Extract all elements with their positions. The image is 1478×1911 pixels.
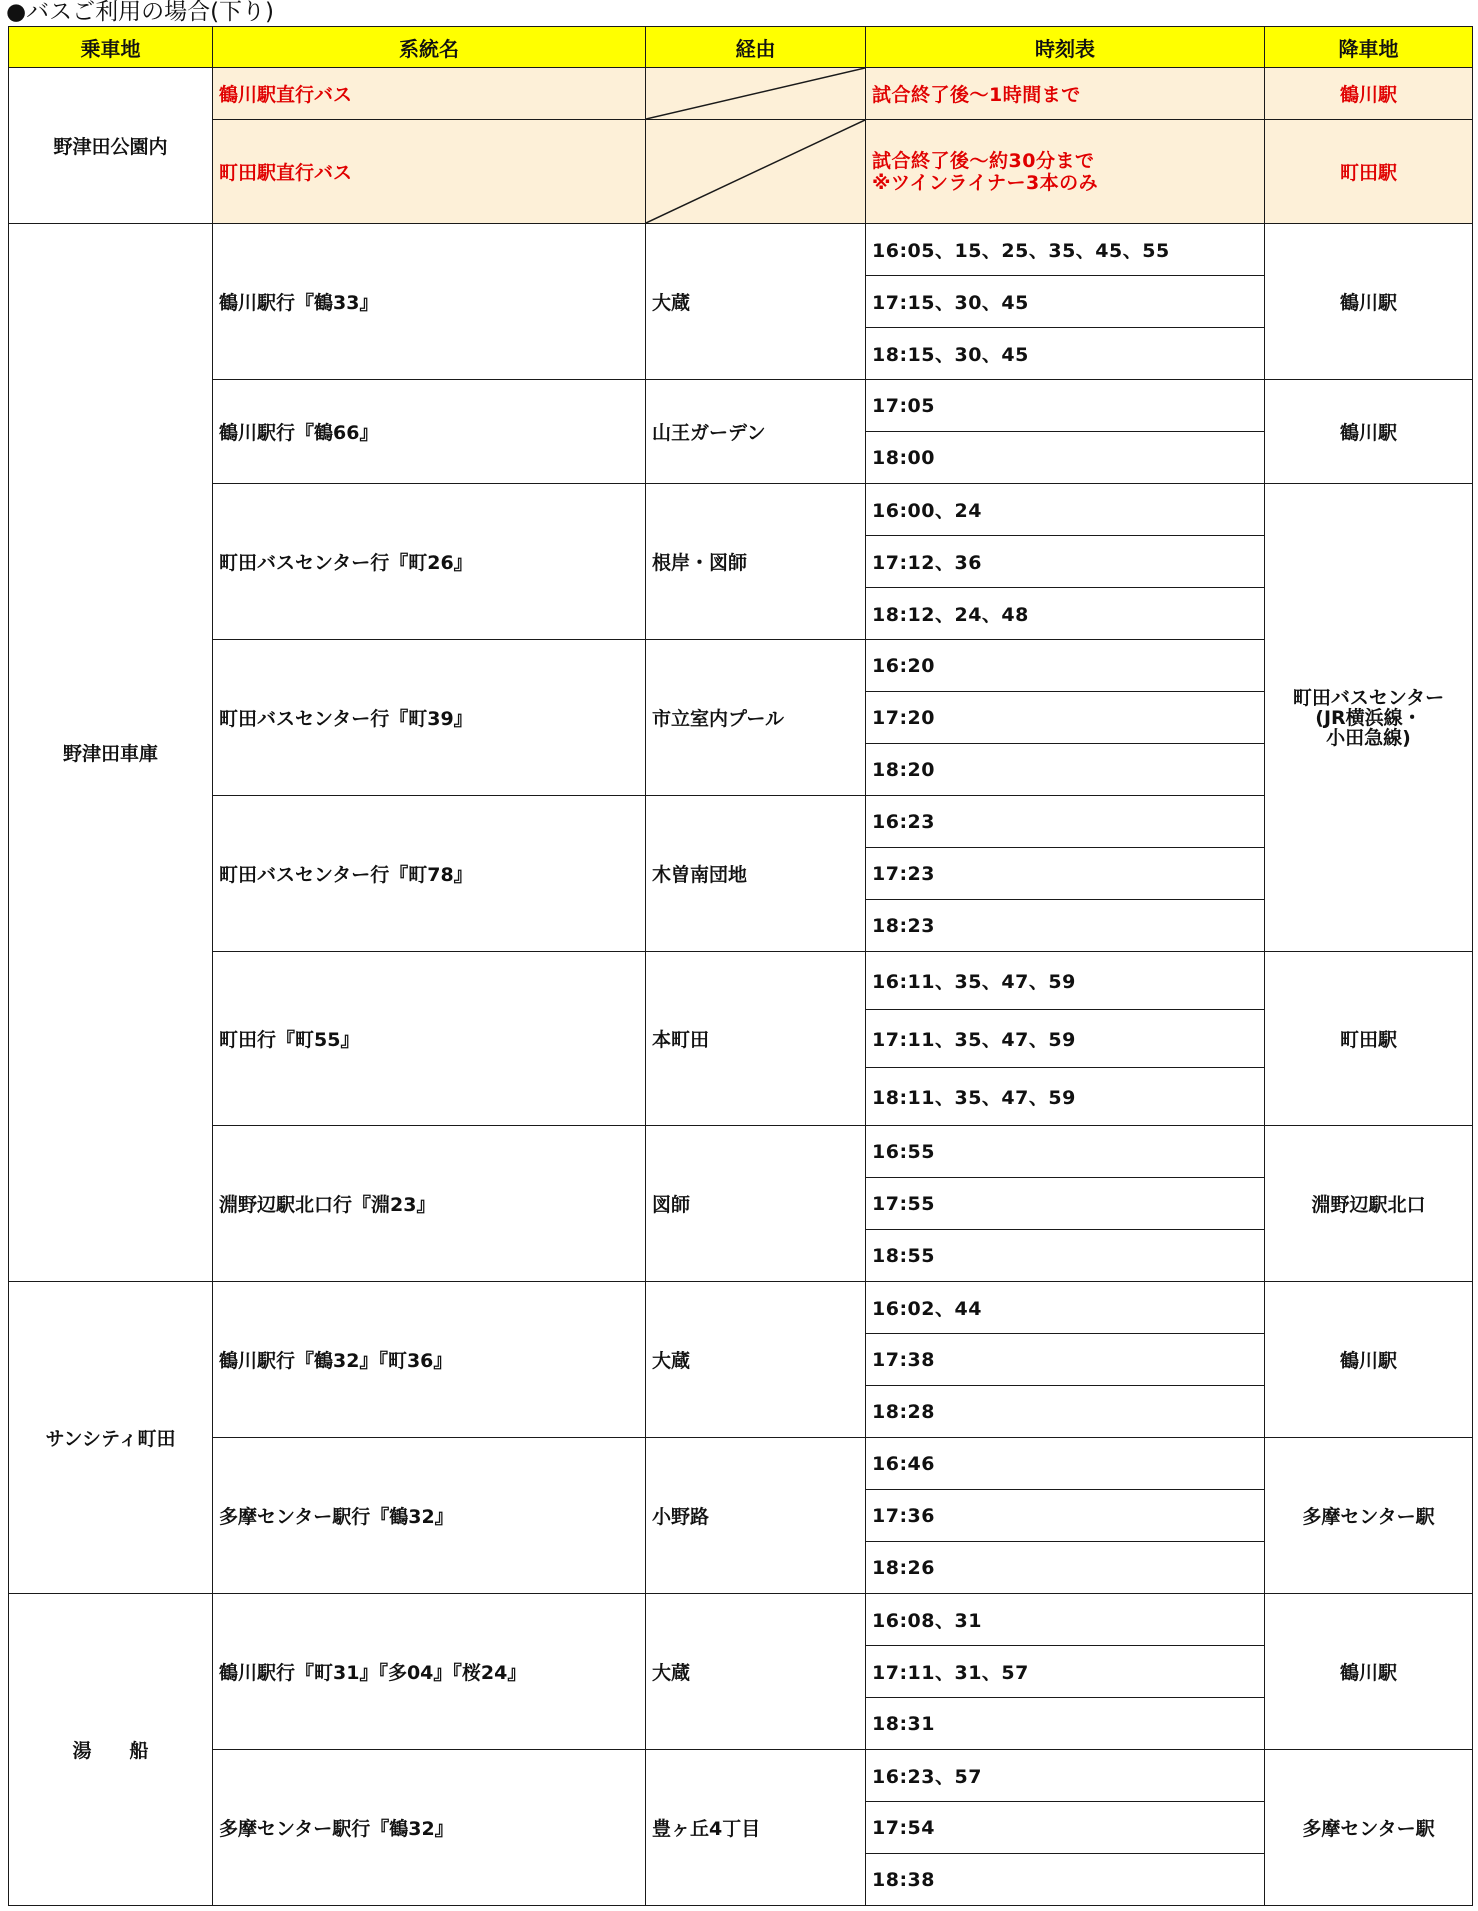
route-cell: 多摩センター駅行『鶴32』 xyxy=(213,1438,646,1594)
header-stop: 乗車地 xyxy=(9,27,213,68)
time-cell: 17:36 xyxy=(866,1490,1265,1542)
via-cell: 小野路 xyxy=(646,1438,866,1594)
time-cell: 16:05、15、25、35、45、55 xyxy=(866,224,1265,276)
table-row xyxy=(9,952,1473,1010)
dest-cell-merged xyxy=(1265,484,1473,952)
route-cell: 町田バスセンター行『町26』 xyxy=(213,484,646,640)
time-cell: 16:02、44 xyxy=(866,1282,1265,1334)
dest-line: 町田バスセンター xyxy=(1292,686,1445,709)
route-cell: 町田駅直行バス xyxy=(213,120,646,224)
route-cell: 淵野辺駅北口行『淵23』 xyxy=(213,1126,646,1282)
time-cell: 16:23 xyxy=(866,796,1265,848)
dest-line: 小田急線) xyxy=(1326,726,1411,749)
time-cell: 17:54 xyxy=(866,1802,1265,1854)
table-row xyxy=(9,796,1473,848)
time-cell xyxy=(866,120,1265,224)
dest-cell: 町田駅 xyxy=(1265,120,1473,224)
time-cell: 17:55 xyxy=(866,1178,1265,1230)
dest-cell: 町田駅 xyxy=(1265,952,1473,1126)
header-row xyxy=(9,27,1473,68)
time-cell: 18:55 xyxy=(866,1230,1265,1282)
time-cell: 18:38 xyxy=(866,1854,1265,1906)
time-cell: 18:15、30、45 xyxy=(866,328,1265,380)
table-row xyxy=(9,1438,1473,1490)
time-cell: 16:11、35、47、59 xyxy=(866,952,1265,1010)
dest-cell: 鶴川駅 xyxy=(1265,224,1473,380)
time-cell: 18:20 xyxy=(866,744,1265,796)
stop-cell: 野津田車庫 xyxy=(9,224,213,1282)
table-row xyxy=(9,1750,1473,1802)
dest-line: (JR横浜線・ xyxy=(1315,706,1422,729)
page-title: ●バスご利用の場合(下り) xyxy=(6,0,275,25)
route-cell: 町田行『町55』 xyxy=(213,952,646,1126)
dest-cell: 多摩センター駅 xyxy=(1265,1438,1473,1594)
table-row xyxy=(9,640,1473,692)
route-cell: 鶴川駅行『町31』『多04』『桜24』 xyxy=(213,1594,646,1750)
time-cell: 18:28 xyxy=(866,1386,1265,1438)
route-cell: 鶴川駅行『鶴33』 xyxy=(213,224,646,380)
time-cell: 17:23 xyxy=(866,848,1265,900)
dest-cell: 淵野辺駅北口 xyxy=(1265,1126,1473,1282)
route-cell: 鶴川駅行『鶴32』『町36』 xyxy=(213,1282,646,1438)
via-diagonal xyxy=(646,68,866,120)
table-row xyxy=(9,1126,1473,1178)
header-dest: 降車地 xyxy=(1265,27,1473,68)
dest-cell: 鶴川駅 xyxy=(1265,1282,1473,1438)
time-cell: 16:00、24 xyxy=(866,484,1265,536)
via-cell: 根岸・図師 xyxy=(646,484,866,640)
via-diagonal xyxy=(646,120,866,224)
header-times: 時刻表 xyxy=(866,27,1265,68)
time-cell: 18:31 xyxy=(866,1698,1265,1750)
time-cell: 試合終了後～1時間まで xyxy=(866,68,1265,120)
time-cell: 16:08、31 xyxy=(866,1594,1265,1646)
via-cell: 木曽南団地 xyxy=(646,796,866,952)
time-cell: 17:11、31、57 xyxy=(866,1646,1265,1698)
time-line: 試合終了後～約30分まで xyxy=(872,149,1095,172)
time-cell: 17:38 xyxy=(866,1334,1265,1386)
time-cell: 18:12、24、48 xyxy=(866,588,1265,640)
stop-cell: 湯 船 xyxy=(9,1594,213,1906)
via-cell: 山王ガーデン xyxy=(646,380,866,484)
via-cell: 市立室内プール xyxy=(646,640,866,796)
time-cell: 17:05 xyxy=(866,380,1265,432)
time-cell: 17:20 xyxy=(866,692,1265,744)
route-cell: 鶴川駅行『鶴66』 xyxy=(213,380,646,484)
time-cell: 16:46 xyxy=(866,1438,1265,1490)
dest-cell: 鶴川駅 xyxy=(1265,68,1473,120)
time-cell: 16:55 xyxy=(866,1126,1265,1178)
time-cell: 18:00 xyxy=(866,432,1265,484)
time-cell: 17:11、35、47、59 xyxy=(866,1010,1265,1068)
bus-timetable xyxy=(8,26,1473,1906)
time-cell: 18:11、35、47、59 xyxy=(866,1068,1265,1126)
route-cell: 町田バスセンター行『町39』 xyxy=(213,640,646,796)
time-cell: 16:20 xyxy=(866,640,1265,692)
time-cell: 18:23 xyxy=(866,900,1265,952)
via-cell: 大蔵 xyxy=(646,1282,866,1438)
time-line: ※ツインライナー3本のみ xyxy=(872,171,1099,194)
time-cell: 17:15、30、45 xyxy=(866,276,1265,328)
via-cell: 豊ヶ丘4丁目 xyxy=(646,1750,866,1906)
route-cell: 町田バスセンター行『町78』 xyxy=(213,796,646,952)
header-via: 経由 xyxy=(646,27,866,68)
table-row xyxy=(9,224,1473,276)
via-cell: 大蔵 xyxy=(646,224,866,380)
route-cell: 多摩センター駅行『鶴32』 xyxy=(213,1750,646,1906)
route-cell: 鶴川駅直行バス xyxy=(213,68,646,120)
direct-row xyxy=(9,68,1473,120)
via-cell: 大蔵 xyxy=(646,1594,866,1750)
time-cell: 18:26 xyxy=(866,1542,1265,1594)
table-row xyxy=(9,380,1473,432)
via-cell: 図師 xyxy=(646,1126,866,1282)
stop-cell: 野津田公園内 xyxy=(9,68,213,224)
time-cell: 17:12、36 xyxy=(866,536,1265,588)
table-row xyxy=(9,484,1473,536)
header-route: 系統名 xyxy=(213,27,646,68)
direct-row xyxy=(9,120,1473,224)
table-row xyxy=(9,1282,1473,1334)
time-cell: 16:23、57 xyxy=(866,1750,1265,1802)
via-cell: 本町田 xyxy=(646,952,866,1126)
stop-cell: サンシティ町田 xyxy=(9,1282,213,1594)
dest-cell: 多摩センター駅 xyxy=(1265,1750,1473,1906)
dest-cell: 鶴川駅 xyxy=(1265,1594,1473,1750)
table-row xyxy=(9,1594,1473,1646)
dest-cell: 鶴川駅 xyxy=(1265,380,1473,484)
